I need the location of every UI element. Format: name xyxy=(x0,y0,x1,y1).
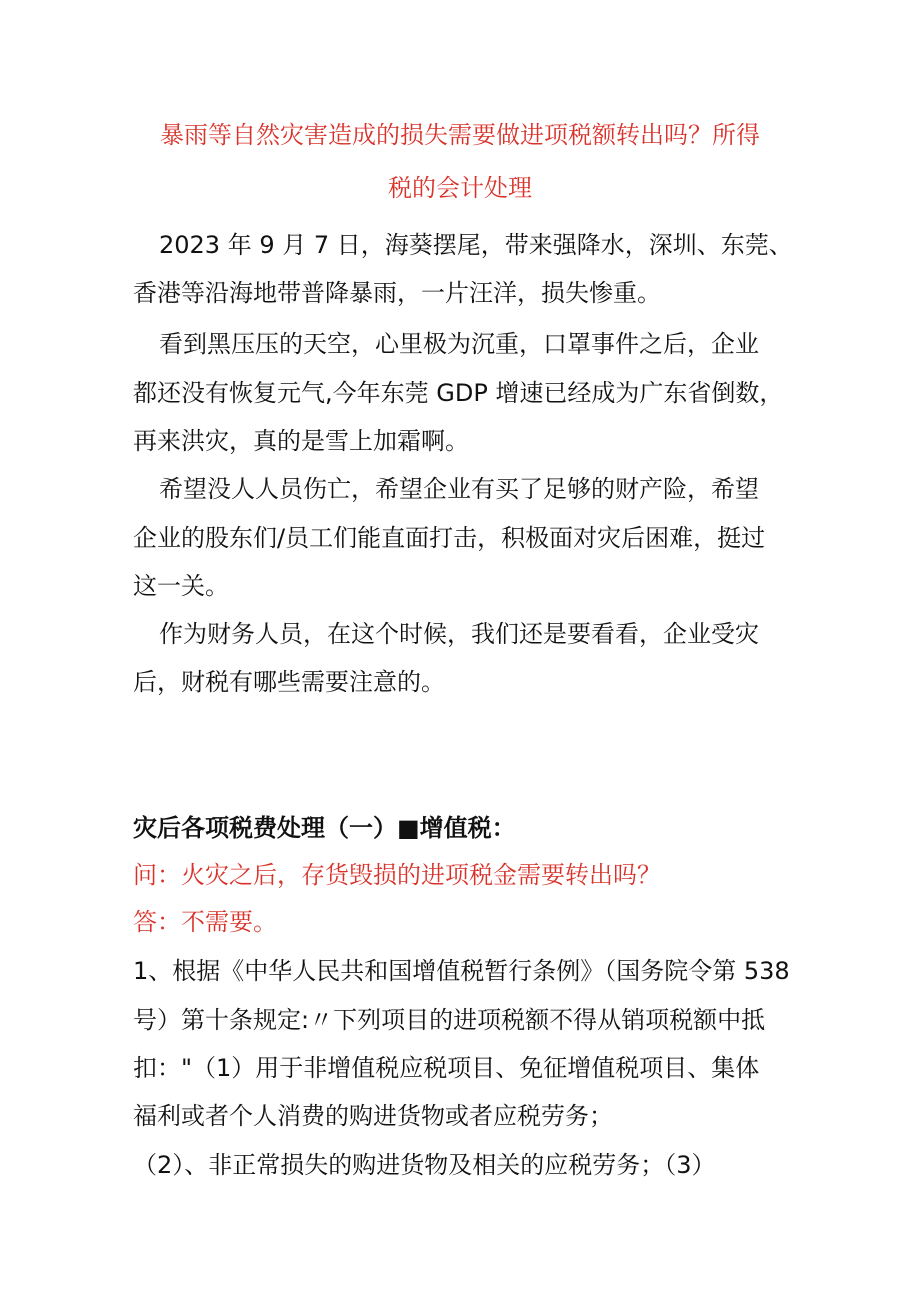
paragraph-3-line-1: 希望没人人员伤亡，希望企业有买了足够的财产险，希望 xyxy=(159,475,759,503)
answer-text: 答：不需要。 xyxy=(133,908,277,936)
paragraph-2-line-1: 看到黑压压的天空，心里极为沉重，口罩事件之后，企业 xyxy=(159,330,759,358)
document-title-line-2: 税的会计处理 xyxy=(388,174,532,202)
section-body-line-5: （2）、非正常损失的购进货物及相关的应税劳务；（3） xyxy=(133,1151,716,1179)
paragraph-4-line-1: 作为财务人员，在这个时候，我们还是要看看，企业受灾 xyxy=(159,620,759,648)
paragraph-3-line-3: 这一关。 xyxy=(133,572,229,600)
paragraph-2-line-3: 再来洪灾，真的是雪上加霜啊。 xyxy=(133,427,469,455)
paragraph-3-line-2: 企业的股东们/员工们能直面打击，积极面对灾后困难，挺过 xyxy=(133,524,766,552)
section-body-line-4: 福利或者个人消费的购进货物或者应税劳务； xyxy=(133,1102,613,1130)
document-title-line-1: 暴雨等自然灾害造成的损失需要做进项税额转出吗？所得 xyxy=(160,121,760,149)
question-text: 问：火灾之后，存货毁损的进项税金需要转出吗？ xyxy=(133,861,661,889)
section-body-line-1: 1、根据《中华人民共和国增值税暂行条例》（国务院令第 538 xyxy=(133,957,790,985)
section-body-line-3: 扣："（1）用于非增值税应税项目、免征增值税项目、集体 xyxy=(133,1054,760,1082)
paragraph-4-line-2: 后，财税有哪些需要注意的。 xyxy=(133,668,445,696)
paragraph-1-line-2: 香港等沿海地带普降暴雨，一片汪洋，损失惨重。 xyxy=(133,279,661,307)
section-body-line-2: 号）第十条规定:〃下列项目的进项税额不得从销项税额中抵 xyxy=(133,1006,766,1034)
section-heading: 灾后各项税费处理（一）■增值税： xyxy=(133,814,516,842)
paragraph-1-line-1: 2023 年 9 月 7 日，海葵摆尾，带来强降水，深圳、东莞、 xyxy=(159,231,793,259)
paragraph-2-line-2: 都还没有恢复元气,今年东莞 GDP 增速已经成为广东省倒数， xyxy=(133,379,784,407)
